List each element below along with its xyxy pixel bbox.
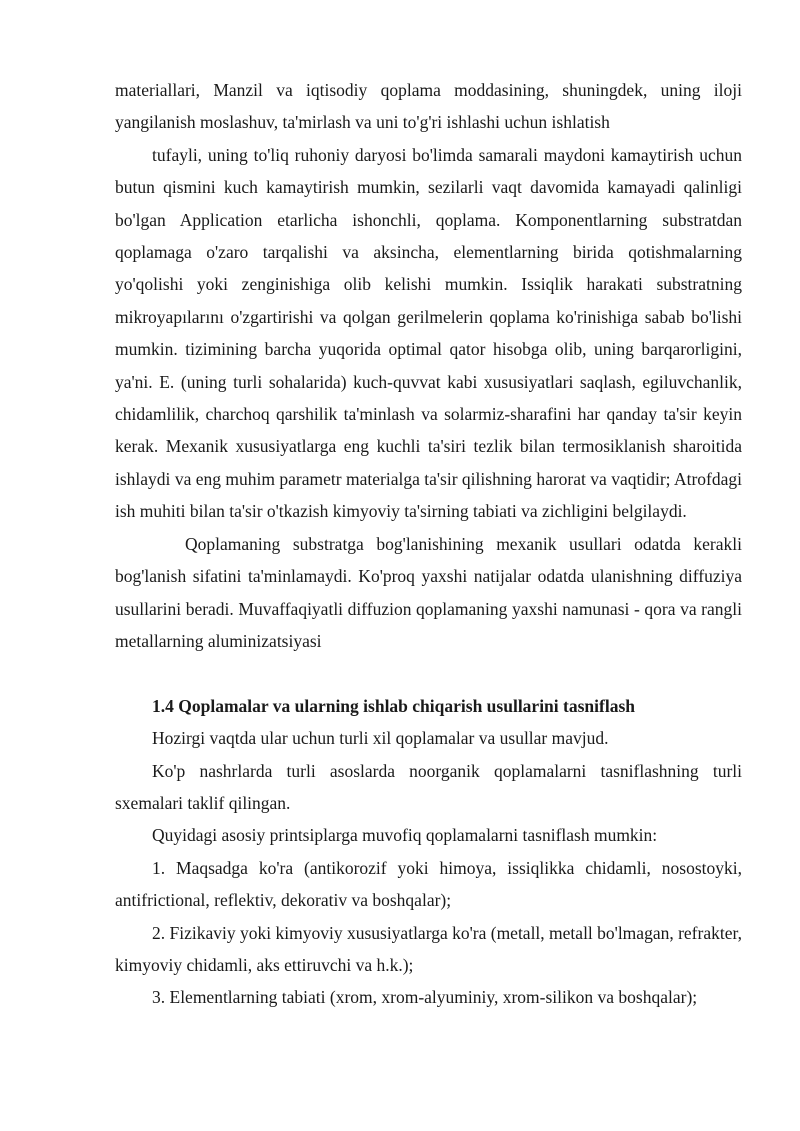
section-paragraph: Hozirgi vaqtda ular uchun turli xil qoplamalar va usullar mavjud. [152, 728, 609, 749]
section-paragraph: Quyidagi asosiy printsiplarga muvofiq qoplamalarni tasniflash mumkin: [152, 825, 658, 846]
paragraph-diffusion: Qoplamaning substratga bog'lanishining mexanik usullari odatda kerakli bog'lanish sifatini ta'minlamaydi. Ko'proq yaxshi natijalar odatda ulanishning diffuziya usullarini beradi. Muvaffaqiyatli diffuzion qoplamaning yaxshi namunasi - qora va rangli metallarning aluminizatsiyasi [115, 533, 742, 651]
blank-line [115, 657, 742, 689]
section-paragraph: Ko'p nashrlarda turli asoslarda noorganik qoplamalarni tasniflashning turli sxemalari taklif qilingan. [115, 760, 742, 813]
list-item: 3. Elementlarning tabiati (xrom, xrom-alyuminiy, xrom-silikon va boshqalar); [152, 987, 698, 1008]
paragraph-body: tufayli, uning to'liq ruhoniy daryosi bo'limda samarali maydoni kamaytirish uchun butun qismini kuch kamaytirish mumkin, sezilarli vaqt davomida kamayadi qalinligi bo'lgan Application etarlicha ishonchli, qoplama. Komponentlarning substratdan qoplamaga o'zaro tarqalishi va aksincha, elementlarning birida qotishmalarning yo'qolishi yoki zenginishiga olib kelishi mumkin. Issiqlik harakati substratning mikroyapılarını o'zgartirishi va qolgan gerilmelerin qoplama ko'rinishiga sabab bo'lishi mumkin. tizimining barcha yuqorida optimal qator hisobga olib, uning barqarorligini, ya'ni. E. (uning turli sohalarida) kuch-quvvat kabi xususiyatlari saqlash, egiluvchanlik, chidamlilik, charchoq qarshilik ta'minlash va solarmiz-sharafini har qanday ta'sir keyin kerak. Mexanik xususiyatlarga eng kuchli ta'siri tezlik bilan termosiklanish sharoitida ishlaydi va eng muhim parametr materialga ta'sir qilishning harorat va vaqtidir; Atrofdagi ish muhiti bilan ta'sir o'tkazish kimyoviy ta'sirning tabiati va zichligini belgilaydi. [115, 144, 742, 522]
list-item: 2. Fizikaviy yoki kimyoviy xususiyatlarga ko'ra (metall, metall bo'lmagan, refrakter, kimyoviy chidamli, aks ettiruvchi va h.k.); [115, 922, 742, 975]
section-heading: 1.4 Qoplamalar va ularning ishlab chiqarish usullarini tasniflash [152, 695, 635, 716]
paragraph-continuation: materiallari, Manzil va iqtisodiy qoplama moddasining, shuningdek, uning iloji yangilanish moslashuv, ta'mirlash va uni to'g'ri ishlashi uchun ishlatish [115, 80, 742, 133]
document-page [115, 74, 742, 1014]
list-item: 1. Maqsadga ko'ra (antikorozif yoki himoya, issiqlikka chidamli, nosostoyki, antifrictional, reflektiv, dekorativ va boshqalar); [115, 857, 742, 911]
